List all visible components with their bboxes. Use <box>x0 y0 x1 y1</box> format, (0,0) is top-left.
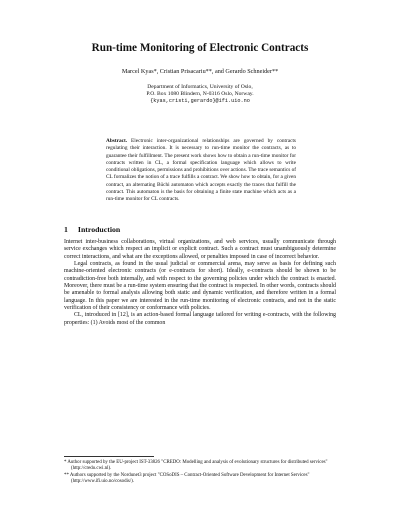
paragraph: Internet inter-business collaborations, virtual organizations, and web services, usually communicate through service exchanges which respect an implicit or explicit contract. Such a contract must unambiguously determine correct interactions, and what are the exceptions allowed, or penalties imposed in case of incorrect behavior. <box>64 239 336 260</box>
body-text <box>64 239 336 327</box>
affiliation-address: P.O. Box 1080 Blindern, N-0316 Oslo, Norway. <box>146 91 254 98</box>
footnote-rule <box>64 456 154 457</box>
abstract-lead: Abstract. <box>106 138 128 144</box>
section-heading <box>64 225 120 234</box>
footnote: * Author supported by the EU-project IST-33826 "CREDO: Modelling and analysis of evolutionary structures for distributed services" (http://credo.cwi.nl). <box>64 460 328 472</box>
abstract-text: Electronic inter-organizational relationships are governed by contracts regulating their interaction. It is necessary to run-time monitor the contracts, as to guarantee their fulfillment. The present work shows how to obtain a run-time monitor for contracts written in CL, a formal specification language which allows to write conditional obligations, permissions and prohibitions over actions. The trace semantics of CL formalizes the notion of a trace fulfills a contract. We show how to obtain, for a given contract, an alternating Büchi automaton which accepts exactly the traces that fulfill the contract. This automaton is the basis for obtaining a finite state machine which acts as a run-time monitor for CL contracts. <box>106 138 296 203</box>
affiliation-department: Department of Informatics, University of Oslo, <box>147 84 253 90</box>
footnotes <box>64 460 336 485</box>
paragraph: CL, introduced in [12], is an action-based formal language tailored for writing e-contracts, with the following properties: (1) Avoids most of the common <box>64 312 336 326</box>
section-number: 1 <box>64 225 68 234</box>
footnote: ** Authors supported by the Nordunet3 project "COSoDIS – Contract-Oriented Software Development for Internet Services" (http://www.ifi.uio.no/cosodis/). <box>64 472 310 484</box>
section-title: Introduction <box>77 225 121 234</box>
author-list: Marcel Kyas*, Cristian Prisacariu**, and Gerardo Schneider** <box>121 68 279 75</box>
paper-title: Run-time Monitoring of Electronic Contracts <box>91 42 309 54</box>
abstract <box>106 138 296 204</box>
affiliation-emails: {kyas,cristi,gerardo}@ifi.uio.no <box>150 98 250 105</box>
affiliation-block <box>40 84 360 106</box>
paragraph: Legal contracts, as found in the usual judicial or commercial arena, may serve as basis for defining such machine-oriented electronic contracts (or e-contracts for short). Ideally, e-contracts should be shown to be contradiction-free both internally, and with respect to the governing policies under which the contract is enacted. Moreover, there must be a run-time system ensuring that the contract is respected. In other words, contracts should be amenable to formal analysis allowing both static and dynamic verification, and therefore written in a formal language. In this paper we are interested in the run-time monitoring of electronic contracts, and not in the static verification of their consistency or conformance with policies. <box>64 261 336 312</box>
